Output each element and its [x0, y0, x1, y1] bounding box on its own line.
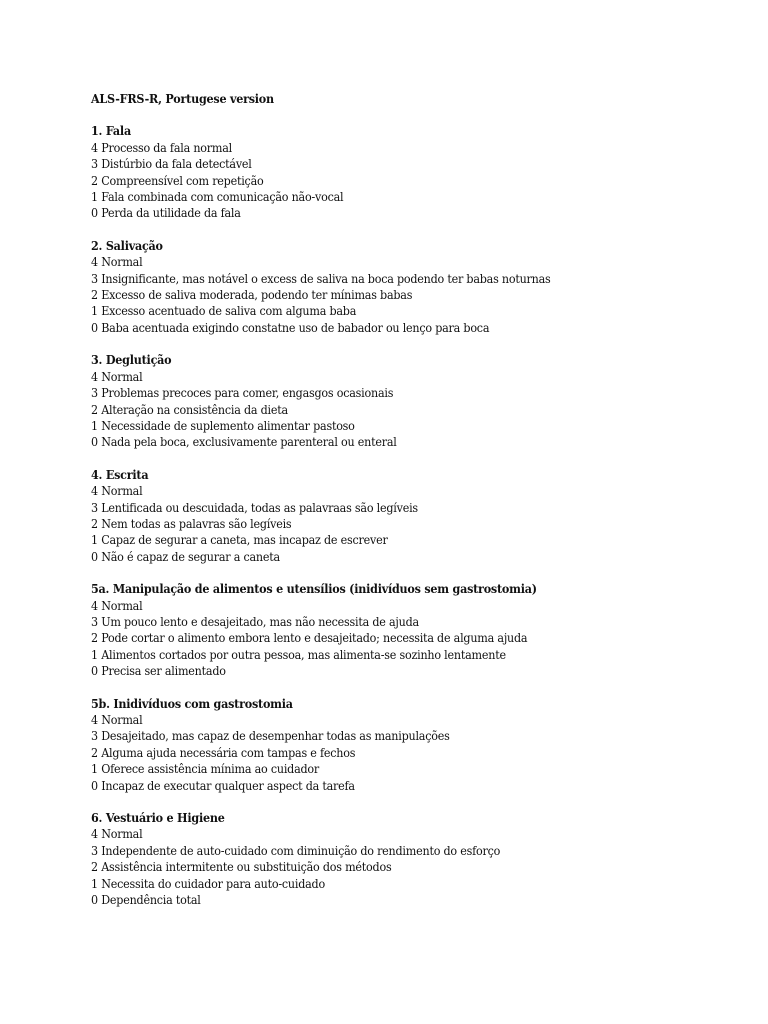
section-heading: 5b. Inidivíduos com gastrostomia [91, 695, 293, 711]
score-item: 3 Desajeitado, mas capaz de desempenhar todas as manipulações [91, 728, 450, 744]
score-item: 1 Capaz de segurar a caneta, mas incapaz de escrever [91, 532, 388, 548]
score-item: 4 Normal [91, 826, 143, 842]
score-item: 1 Fala combinada com comunicação não-vocal [91, 189, 344, 205]
score-item: 3 Lentificada ou descuidada, todas as palavraas são legíveis [91, 499, 418, 515]
score-item: 3 Um pouco lento e desajeitado, mas não necessita de ajuda [91, 613, 419, 629]
document-page [91, 91, 685, 924]
score-item: 1 Necessidade de suplemento alimentar pastoso [91, 417, 355, 433]
score-item: 0 Incapaz de executar qualquer aspect da tarefa [91, 777, 355, 793]
score-item: 1 Necessita do cuidador para auto-cuidado [91, 875, 325, 891]
score-item: 3 Insignificante, mas notável o excess de saliva na boca podendo ter babas noturnas [91, 270, 551, 286]
score-item: 4 Normal [91, 712, 143, 727]
section-heading: 5a. Manipulação de alimentos e utensílios (inidivíduos sem gastrostomia) [91, 581, 537, 597]
score-item: 2 Nem todas as palavras são legíveis [91, 515, 292, 531]
score-item: 2 Pode cortar o alimento embora lento e desajeitado; necessita de alguma ajuda [91, 630, 528, 646]
section-vestuario-higiene [91, 810, 685, 908]
score-item: 0 Nada pela boca, exclusivamente parenteral ou enteral [91, 434, 397, 450]
section-manipulacao-alimentos [91, 581, 685, 679]
score-item: 4 Normal [91, 483, 143, 499]
score-item: 4 Normal [91, 254, 143, 270]
section-heading: 3. Deglutição [91, 352, 172, 368]
score-item: 0 Perda da utilidade da fala [91, 205, 241, 221]
score-item: 0 Dependência total [91, 892, 201, 908]
score-item: 1 Oferece assistência mínima ao cuidador [91, 761, 320, 777]
score-item: 0 Não é capaz de segurar a caneta [91, 548, 280, 564]
score-item: 2 Excesso de saliva moderada, podendo ter mínimas babas [91, 287, 413, 303]
score-item: 1 Excesso acentuado de saliva com alguma baba [91, 303, 357, 319]
document-title: ALS-FRS-R, Portugese version [91, 91, 274, 106]
score-item: 3 Problemas precoces para comer, engasgos ocasionais [91, 385, 394, 401]
score-item: 3 Independente de auto-cuidado com diminuição do rendimento do esforço [91, 842, 501, 858]
section-degluticao [91, 352, 685, 450]
score-item: 0 Baba acentuada exigindo constatne uso de babador ou lenço para boca [91, 319, 490, 335]
score-item: 0 Precisa ser alimentado [91, 663, 226, 679]
section-heading: 1. Fala [91, 123, 131, 139]
score-item: 4 Normal [91, 368, 143, 384]
score-item: 2 Alguma ajuda necessária com tampas e fechos [91, 744, 356, 760]
section-fala [91, 123, 685, 221]
score-item: 2 Compreensível com repetição [91, 172, 264, 188]
section-escrita [91, 467, 685, 565]
score-item: 4 Normal [91, 597, 143, 613]
section-heading: 6. Vestuário e Higiene [91, 810, 225, 826]
score-item: 4 Processo da fala normal [91, 139, 233, 155]
score-item: 2 Assistência intermitente ou substituição dos métodos [91, 859, 392, 875]
score-item: 1 Alimentos cortados por outra pessoa, mas alimenta-se sozinho lentamente [91, 646, 506, 662]
section-gastrostomia [91, 696, 685, 794]
score-item: 2 Alteração na consistência da dieta [91, 401, 288, 417]
score-item: 3 Distúrbio da fala detectável [91, 156, 252, 172]
section-salivacao [91, 238, 685, 336]
section-heading: 4. Escrita [91, 466, 149, 482]
section-heading: 2. Salivação [91, 237, 163, 253]
